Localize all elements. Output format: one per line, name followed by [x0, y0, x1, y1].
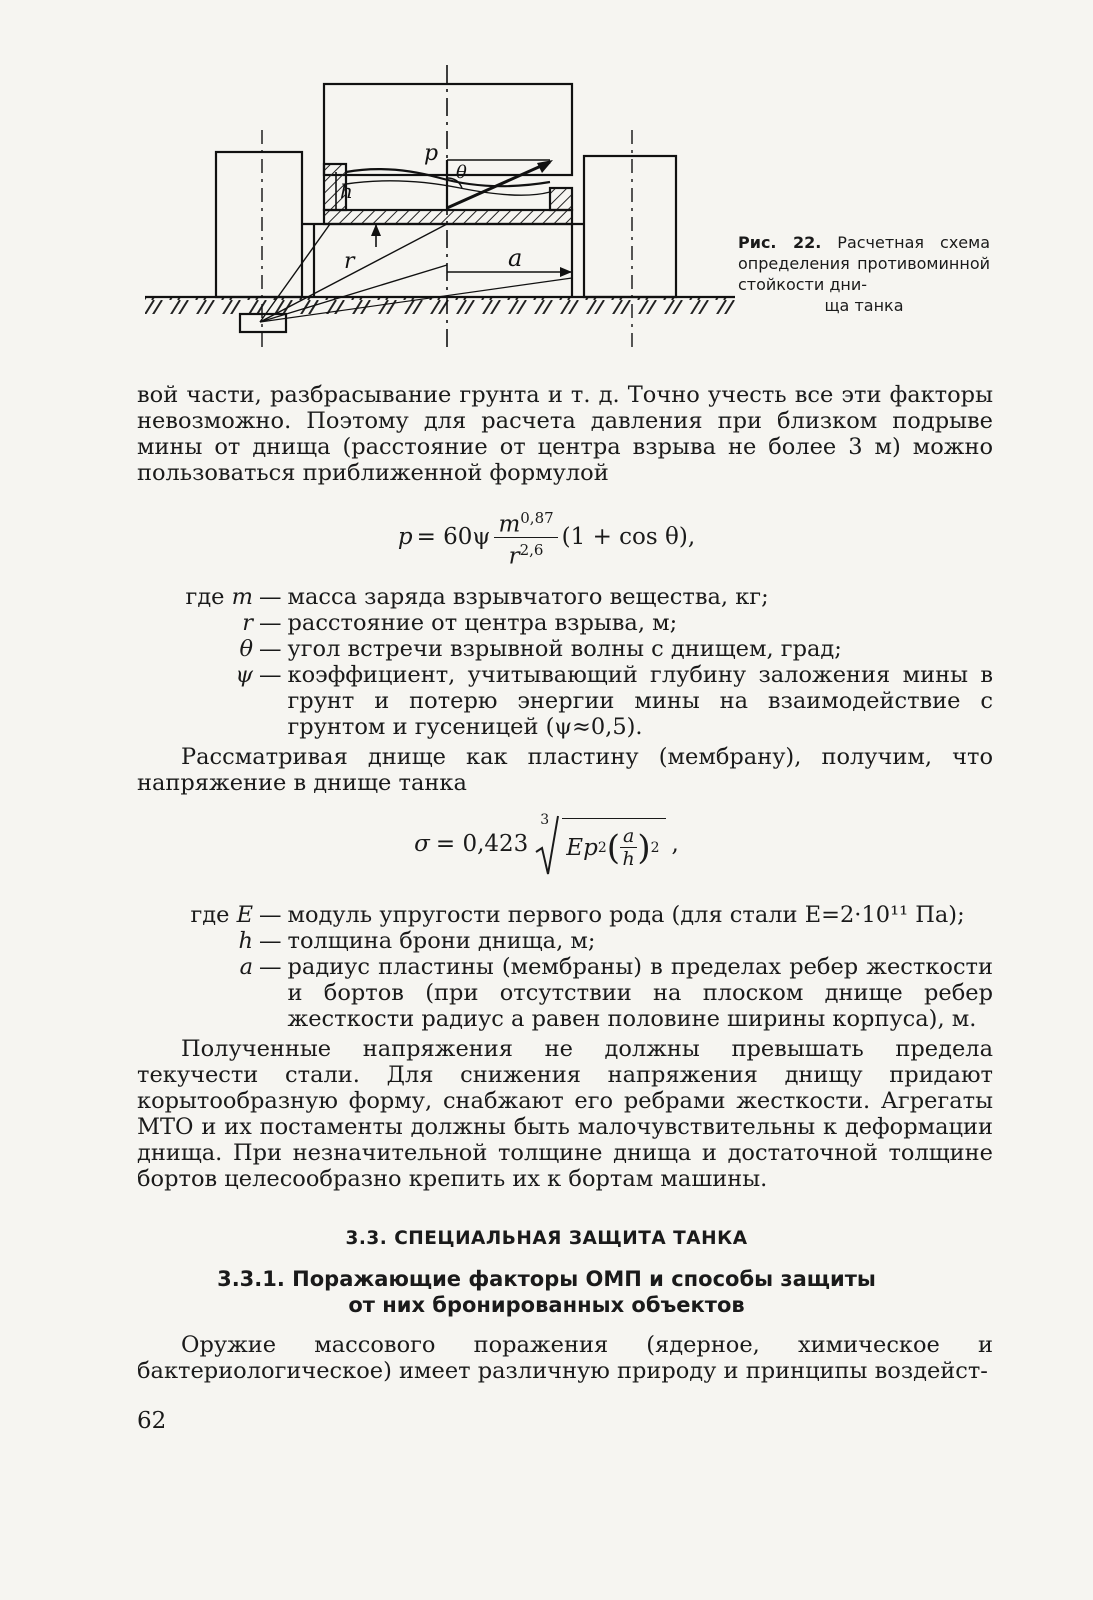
def-symbol: θ — [239, 636, 253, 662]
definition-row: ψ — коэффициент, учитывающий глубину заложения мины в грунт и потерю энергии мины на взаимодействие с грунтом и гусеницей (ψ≈0,5). — [235, 662, 993, 740]
paragraph-4: Оружие массового поражения (ядерное, химическое и бактериологическое) имеет различную природу и принципы воздейст- — [137, 1332, 993, 1384]
subsection-heading-line-1: 3.3.1. Поражающие факторы ОМП и способы защиты — [217, 1267, 876, 1291]
definition-row: θ — угол встречи взрывной волны с днищем, град; — [137, 636, 993, 662]
formula2-frac-num: a — [620, 825, 637, 848]
label-theta: θ — [456, 162, 467, 183]
figure-caption-text: Расчетная схема определения противоминной стойкости дни- — [738, 233, 991, 294]
formula1-lhs: p — [397, 524, 413, 551]
formula-stress — [0, 812, 1093, 870]
definition-row: h — толщина брони днища, м; — [137, 928, 993, 954]
label-a: a — [508, 244, 523, 272]
section-heading: 3.3. СПЕЦИАЛЬНАЯ ЗАЩИТА ТАНКА — [345, 1228, 748, 1249]
formula1-den-exp: 2,6 — [519, 540, 544, 559]
formula1-fraction — [494, 506, 557, 568]
definition-row: a — радиус пластины (мембраны) в пределах ребер жесткости и бортов (при отсутствии на плоском днище ребер жесткости радиус a равен половине ширины корпуса), м. — [239, 954, 993, 1032]
paragraph-3: Полученные напряжения не должны превышать предела текучести стали. Для снижения напряжения днищу придают корытообразную форму, снабжают его ребрами жесткости. Агрегаты МТО и их постаменты должны быть малочувствительны к деформации днища. При незначительной толщине днища и достаточной толщине бортов целесообразно крепить их к бортам машины. — [137, 1036, 993, 1192]
formula2-frac-den: h — [622, 848, 635, 870]
formula2-tail: , — [671, 831, 679, 857]
formula2-lhs: σ — [414, 831, 430, 857]
def-symbol: r — [242, 610, 253, 636]
formula1-den-base: r — [508, 543, 520, 570]
definition-row: где m — масса заряда взрывчатого вещества, кг; — [137, 584, 993, 610]
def-text: модуль упругости первого рода (для стали E=2·10¹¹ Па); — [287, 902, 965, 928]
definitions-2 — [137, 902, 993, 1032]
formula1-tail: (1 + cos θ), — [561, 524, 696, 551]
formula2-E: Ep — [566, 834, 598, 861]
figure-caption-label: Рис. 22. — [738, 233, 822, 252]
label-p: p — [424, 141, 439, 166]
subsection-heading-line-2: от них бронированных объектов — [348, 1293, 745, 1317]
formula2-eq: = 0,423 — [435, 831, 529, 857]
formula2-outer-exp: 2 — [650, 839, 660, 856]
def-where: где — [190, 902, 230, 928]
subsection-heading — [0, 1266, 1093, 1318]
formula1-coef: = 60ψ — [416, 524, 491, 551]
figure-caption — [738, 232, 990, 316]
formula-pressure — [0, 506, 1093, 568]
formula2-root: 3 Ep 2 ( $\frac{a}{h}$ ) 2 — [534, 818, 665, 870]
def-symbol: h — [238, 928, 253, 954]
paragraph-1: вой части, разбрасывание грунта и т. д. Точно учесть все эти факторы невозможно. Поэтому для расчета давления при близком подрыве мины от днища (расстояние от центра взрыва не более 3 м) можно пользоваться приближенной формулой — [137, 382, 993, 486]
formula1-num-exp: 0,87 — [520, 509, 554, 527]
label-h: h — [340, 179, 353, 203]
definitions-1 — [137, 584, 993, 740]
definition-row: где E — модуль упругости первого рода (для стали E=2·10¹¹ Па); — [137, 902, 993, 928]
def-symbol: E — [236, 902, 253, 928]
def-symbol: a — [239, 954, 253, 980]
def-text: толщина брони днища, м; — [287, 928, 596, 954]
def-symbol: m — [231, 584, 253, 610]
def-where: где — [185, 584, 225, 610]
paragraph-2: Рассматривая днище как пластину (мембрану), получим, что напряжение в днище танка — [137, 744, 993, 796]
formula2-root-index: 3 — [540, 812, 550, 828]
def-text: коэффициент, учитывающий глубину заложения мины в грунт и потерю энергии мины на взаимодействие с грунтом и гусеницей (ψ≈0,5). — [287, 662, 993, 740]
figure-tank-hull-scheme — [140, 60, 740, 360]
definition-row: r — расстояние от центра взрыва, м; — [137, 610, 993, 636]
radical-sign-icon — [534, 814, 560, 878]
page-number: 62 — [137, 1408, 167, 1434]
def-text: масса заряда взрывчатого вещества, кг; — [287, 584, 769, 610]
def-text: расстояние от центра взрыва, м; — [287, 610, 678, 636]
formula2-p-exp: 2 — [597, 839, 607, 856]
formula1-num-base: m — [498, 511, 521, 538]
def-text: угол встречи взрывной волны с днищем, град; — [287, 636, 842, 662]
def-symbol: ψ — [235, 662, 253, 688]
figure-caption-text-end: ща танка — [824, 296, 904, 315]
label-r: r — [344, 249, 355, 274]
def-text: радиус пластины (мембраны) в пределах ребер жесткости и бортов (при отсутствии на плоском днище ребер жесткости радиус a равен половине ширины корпуса), м. — [287, 954, 993, 1032]
